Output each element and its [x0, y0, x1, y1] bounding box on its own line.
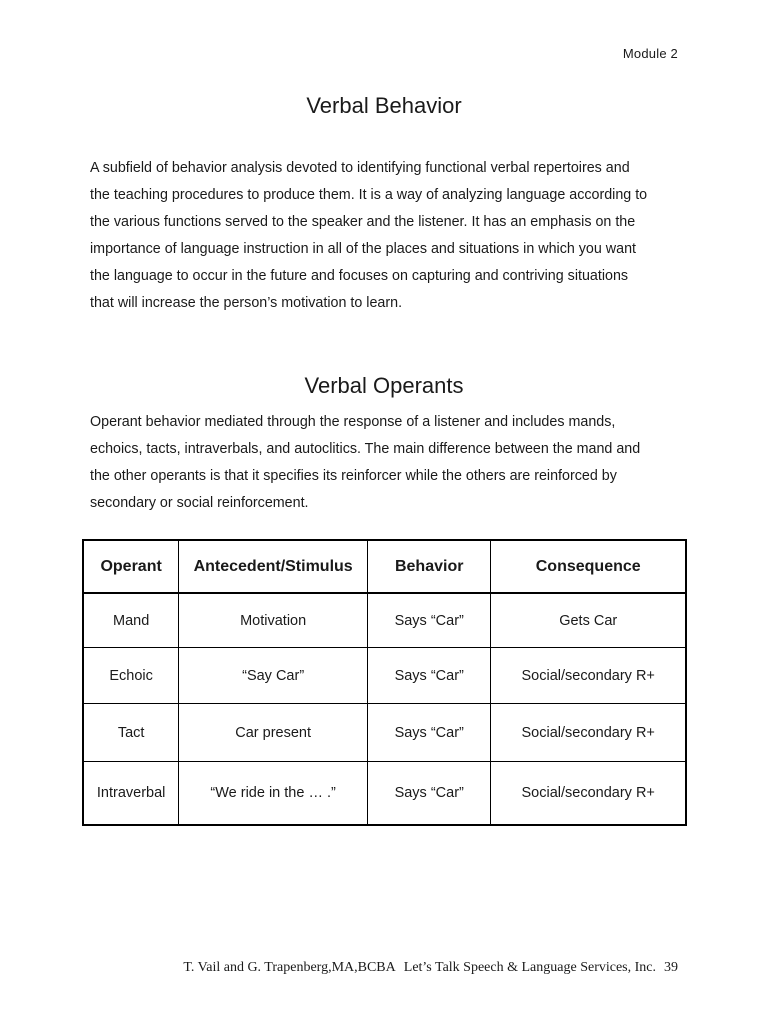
cell-operant: Intraverbal [83, 762, 179, 826]
verbal-operants-table [82, 539, 687, 826]
table-row [83, 593, 686, 648]
footer-authors: T. Vail and G. Trapenberg,MA,BCBA [183, 960, 396, 975]
paragraph-line: the language to occur in the future and focuses on capturing and contriving situations [90, 268, 629, 284]
verbal-operants-paragraph [90, 409, 690, 517]
section-title-verbal-behavior: Verbal Behavior [306, 93, 462, 118]
paragraph-line: the various functions served to the speaker and the listener. It has an emphasis on the [90, 214, 636, 230]
table-header-row [83, 540, 686, 593]
paragraph-line: Operant behavior mediated through the response of a listener and includes mands, [90, 414, 616, 430]
cell-operant: Tact [83, 704, 179, 762]
footer-company: Let’s Talk Speech & Language Services, Inc. [403, 960, 656, 975]
cell-behavior: Says “Car” [368, 593, 491, 648]
header-consequence: Consequence [491, 540, 686, 593]
paragraph-line: A subfield of behavior analysis devoted to identifying functional verbal repertoires and [90, 160, 630, 176]
verbal-behavior-paragraph [90, 155, 690, 317]
paragraph-line: the teaching procedures to produce them. It is a way of analyzing language according to [90, 187, 648, 203]
module-label: Module 2 [622, 46, 678, 61]
cell-consequence: Gets Car [491, 593, 686, 648]
table-row [83, 762, 686, 826]
paragraph-line: importance of language instruction in all of the places and situations in which you want [90, 241, 636, 257]
cell-operant: Mand [83, 593, 179, 648]
cell-behavior: Says “Car” [368, 762, 491, 826]
header-antecedent-stimulus: Antecedent/Stimulus [179, 540, 368, 593]
table-row [83, 704, 686, 762]
page-footer [183, 960, 678, 976]
paragraph-line: echoics, tacts, intraverbals, and autoclitics. The main difference between the mand and [90, 441, 641, 457]
cell-behavior: Says “Car” [368, 648, 491, 704]
cell-consequence: Social/secondary R+ [491, 704, 686, 762]
page-number: 39 [664, 960, 678, 975]
cell-antecedent: “We ride in the … .” [179, 762, 368, 826]
cell-operant: Echoic [83, 648, 179, 704]
cell-consequence: Social/secondary R+ [491, 648, 686, 704]
section-title-verbal-operants: Verbal Operants [304, 373, 464, 398]
cell-antecedent: Car present [179, 704, 368, 762]
paragraph-line: secondary or social reinforcement. [90, 495, 309, 511]
paragraph-line: that will increase the person’s motivation to learn. [90, 295, 403, 311]
cell-behavior: Says “Car” [368, 704, 491, 762]
cell-antecedent: “Say Car” [179, 648, 368, 704]
cell-antecedent: Motivation [179, 593, 368, 648]
paragraph-line: the other operants is that it specifies its reinforcer while the others are reinforced by [90, 468, 617, 484]
table-row [83, 648, 686, 704]
cell-consequence: Social/secondary R+ [491, 762, 686, 826]
header-behavior: Behavior [368, 540, 491, 593]
header-operant: Operant [83, 540, 179, 593]
